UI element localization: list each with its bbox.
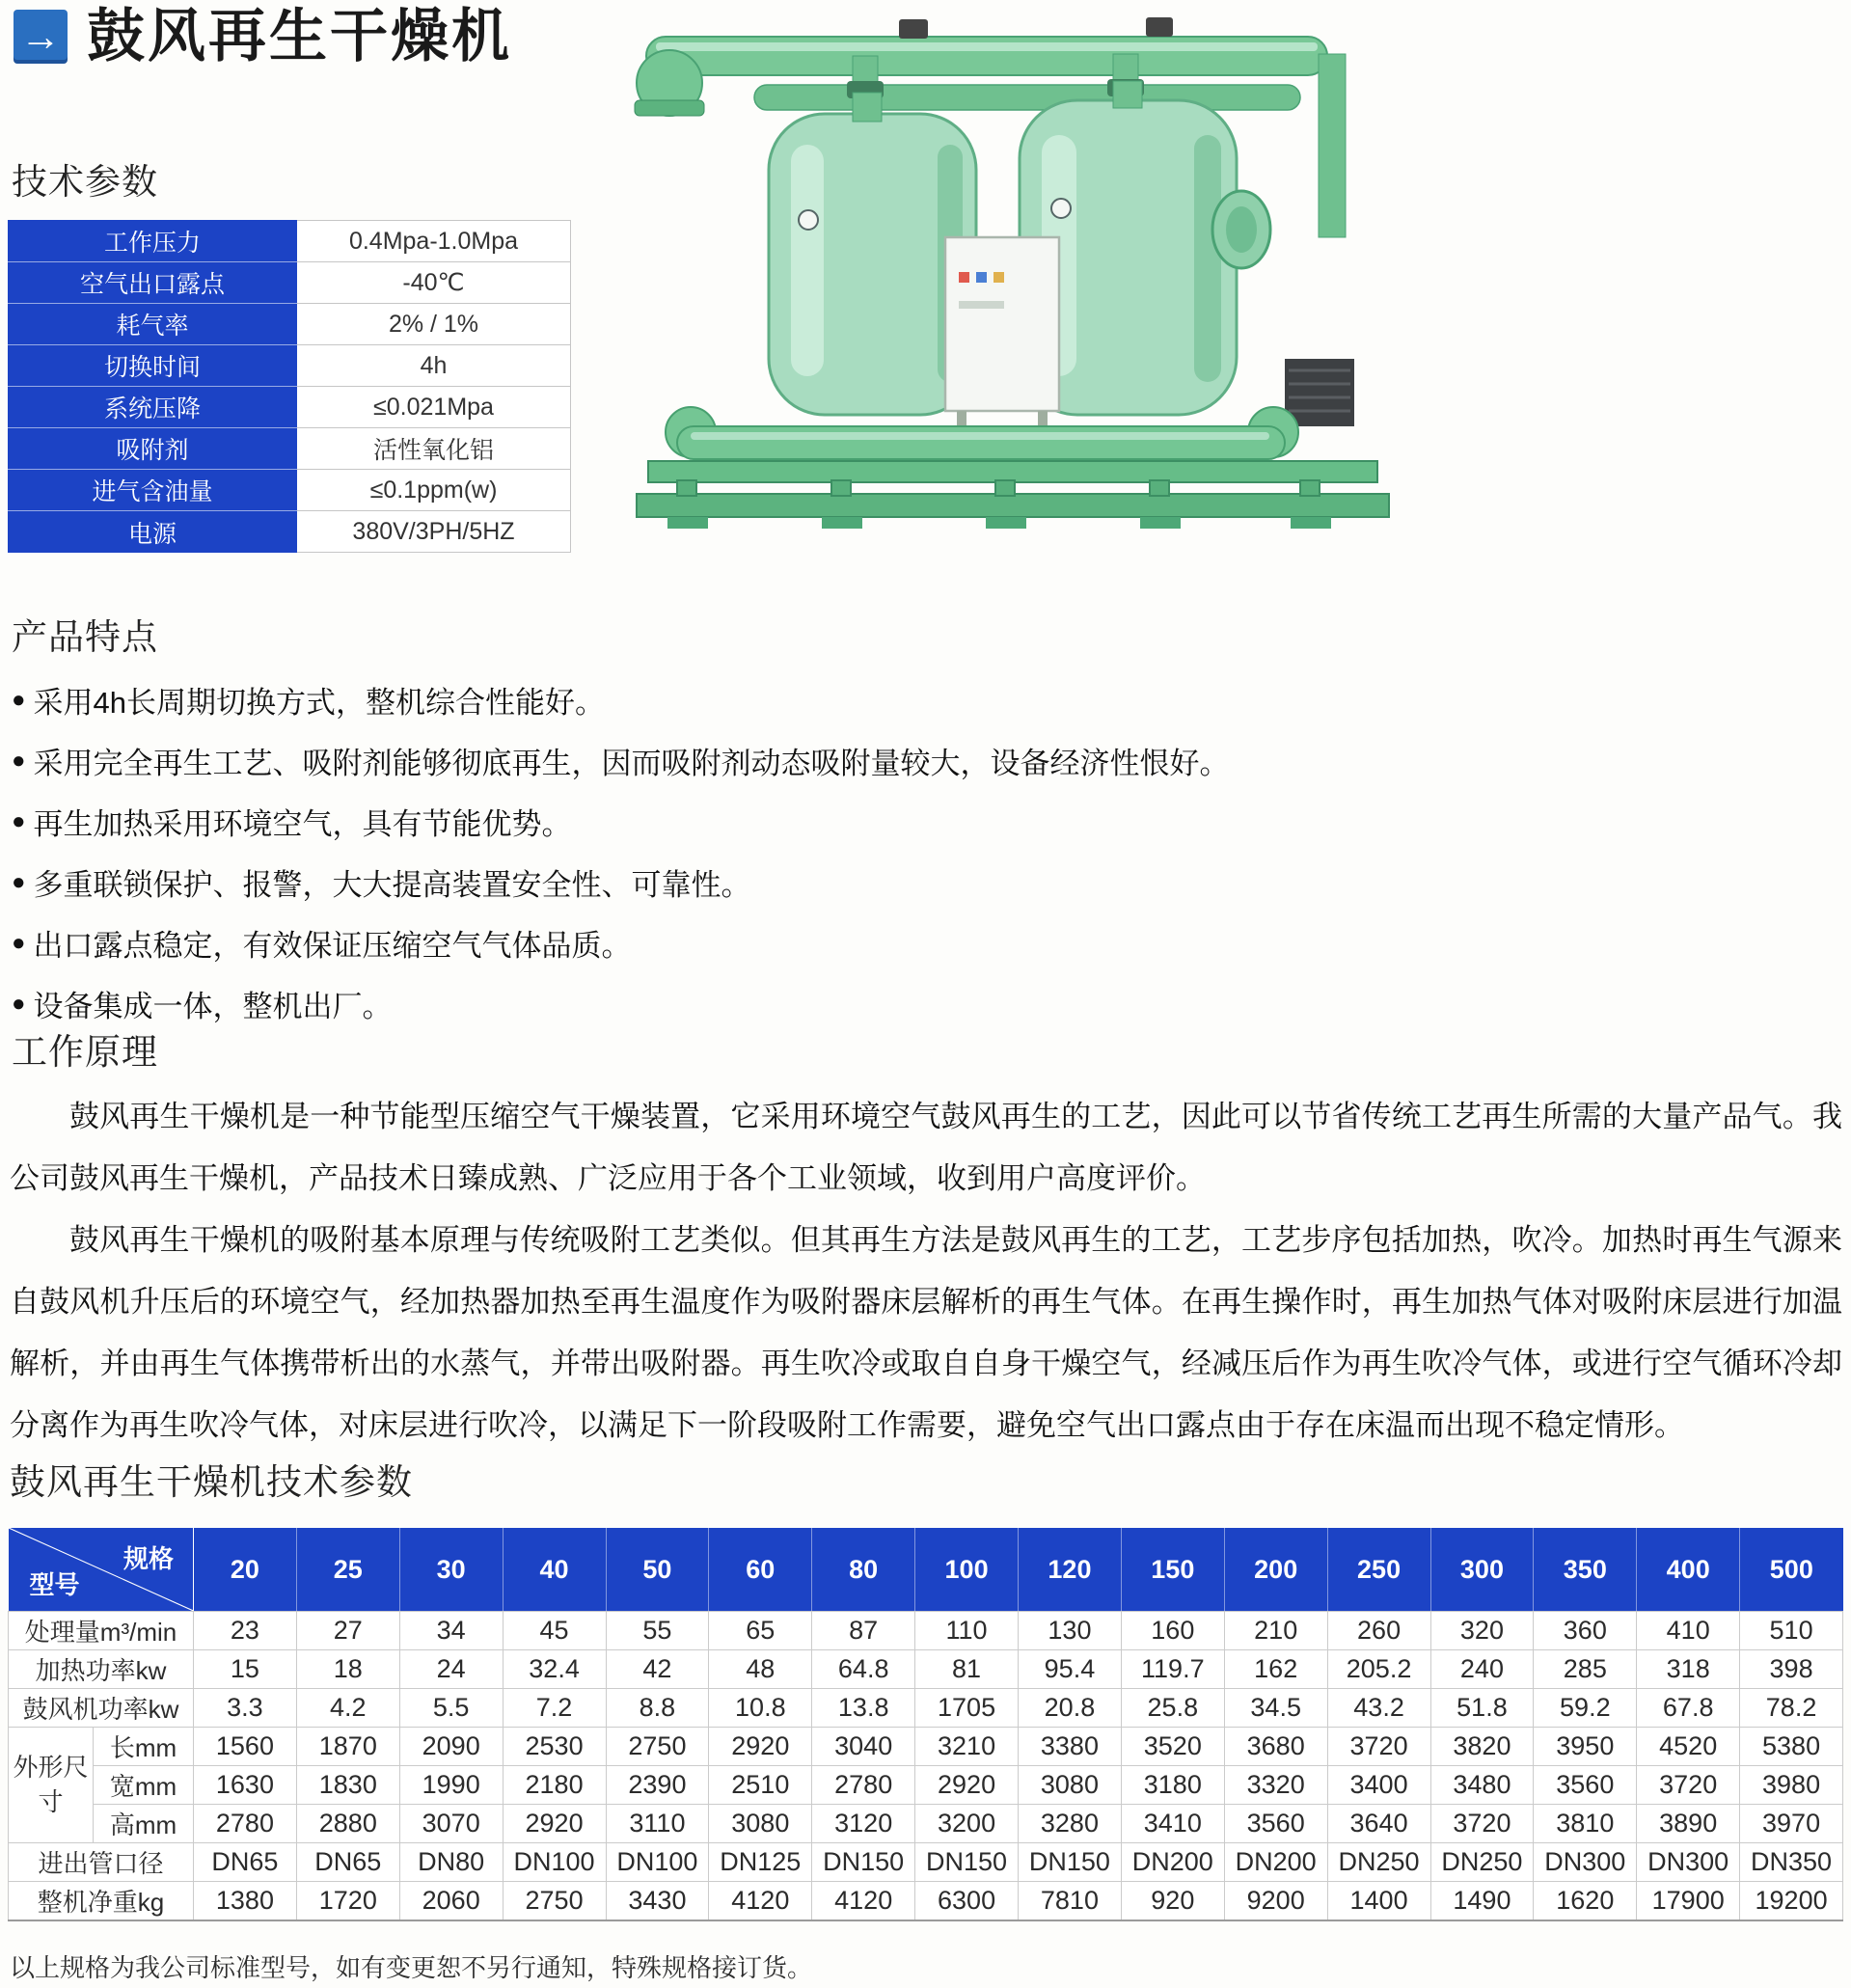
feature-text: 采用完全再生工艺、吸附剂能够彻底再生，因而吸附剂动态吸附量较大，设备经济性恨好。 — [33, 747, 1230, 780]
feature-text: 再生加热采用环境空气，具有节能优势。 — [33, 807, 572, 841]
spec-value-cell: DN200 — [1224, 1843, 1327, 1882]
spec-value-cell: 1990 — [399, 1766, 503, 1805]
tech-param-value: 2% / 1% — [297, 304, 571, 345]
spec-value-cell: 3680 — [1224, 1728, 1327, 1766]
spec-value-cell: 210 — [1224, 1612, 1327, 1650]
page-title: 鼓风再生干燥机 — [87, 4, 512, 68]
spec-value-cell: 20.8 — [1019, 1689, 1122, 1728]
spec-value-cell: 13.8 — [812, 1689, 915, 1728]
title-bar — [14, 4, 512, 68]
feature-item — [12, 791, 1230, 852]
spec-value-cell: DN150 — [915, 1843, 1019, 1882]
row-label: 整机净重kg — [9, 1882, 194, 1921]
spec-value-cell: 3380 — [1019, 1728, 1122, 1766]
tech-param-label: 工作压力 — [8, 220, 297, 262]
spec-value-cell: 3110 — [606, 1805, 709, 1843]
spec-value-cell: 119.7 — [1121, 1650, 1224, 1689]
spec-value-cell: 3210 — [915, 1728, 1019, 1766]
spec-value-cell: 95.4 — [1019, 1650, 1122, 1689]
feature-item — [12, 973, 1230, 1034]
tech-param-label: 进气含油量 — [8, 470, 297, 511]
bullet-icon: ● — [12, 686, 26, 713]
tech-params-table — [8, 220, 571, 553]
spec-value-cell: 51.8 — [1430, 1689, 1534, 1728]
spec-value-cell: 2750 — [606, 1728, 709, 1766]
tech-param-label: 吸附剂 — [8, 428, 297, 470]
spec-value-cell: 3820 — [1430, 1728, 1534, 1766]
spec-value-cell: 23 — [194, 1612, 297, 1650]
spec-value-cell: 3070 — [399, 1805, 503, 1843]
footer-note: 以上规格为我公司标准型号，如有变更恕不另行通知，特殊规格接订货。 — [10, 1953, 813, 1982]
spec-value-cell: 3410 — [1121, 1805, 1224, 1843]
spec-value-cell: 3520 — [1121, 1728, 1224, 1766]
row-label: 处理量m³/min — [9, 1612, 194, 1650]
spec-value-cell: 3400 — [1327, 1766, 1430, 1805]
model-column-header: 25 — [296, 1528, 399, 1612]
spec-value-cell: 3080 — [709, 1805, 812, 1843]
product-photo — [610, 0, 1408, 558]
spec-value-cell: 3810 — [1534, 1805, 1637, 1843]
spec-value-cell: 17900 — [1637, 1882, 1740, 1921]
spec-value-cell: 3890 — [1637, 1805, 1740, 1843]
control-cabinet — [945, 237, 1059, 411]
spec-value-cell: 3720 — [1327, 1728, 1430, 1766]
model-table-head — [9, 1528, 1843, 1612]
spec-value-cell: 32.4 — [503, 1650, 606, 1689]
skid-rail-upper — [648, 461, 1377, 482]
principle-paragraph: 鼓风再生干燥机的吸附基本原理与传统吸附工艺类似。但其再生方法是鼓风再生的工艺，工艺步序包括加热，吹冷。加热时再生气源来自鼓风机升压后的环境空气，经加热器加热至再生温度作为吸附器床层解析的再生气体。在再生操作时，再生加热气体对吸附床层进行加温解析，并由再生气体携带析出的水蒸气，并带出吸附器。再生吹冷或取自自身干燥空气，经减压后作为再生吹冷气体，或进行空气循环冷却分离作为再生吹冷气体，对床层进行吹冷，以满足下一阶段吸附工作需要，避免空气出口露点由于存在床温而出现不稳定情形。 — [10, 1223, 1842, 1442]
spec-value-cell: DN125 — [709, 1843, 812, 1882]
row-label: 加热功率kw — [9, 1650, 194, 1689]
spec-value-cell: 3280 — [1019, 1805, 1122, 1843]
feature-item — [12, 669, 1230, 730]
tech-param-row — [8, 262, 571, 304]
bullet-icon: ● — [12, 868, 26, 895]
spec-value-cell: 78.2 — [1740, 1689, 1843, 1728]
feature-item — [12, 730, 1230, 791]
spec-value-cell: 2090 — [399, 1728, 503, 1766]
spec-value-cell: 4.2 — [296, 1689, 399, 1728]
model-column-header: 120 — [1019, 1528, 1122, 1612]
tank-right-shade — [1194, 135, 1221, 382]
model-table-row — [9, 1689, 1843, 1728]
tech-param-value: 活性氧化铝 — [297, 428, 571, 470]
spec-value-cell: 1705 — [915, 1689, 1019, 1728]
spec-value-cell: 10.8 — [709, 1689, 812, 1728]
spec-value-cell: 2390 — [606, 1766, 709, 1805]
corner-cell — [9, 1528, 194, 1612]
spec-value-cell: 110 — [915, 1612, 1019, 1650]
spec-value-cell: DN150 — [1019, 1843, 1122, 1882]
spec-value-cell: 3980 — [1740, 1766, 1843, 1805]
model-table-row — [9, 1728, 1843, 1766]
spec-value-cell: 3040 — [812, 1728, 915, 1766]
tech-param-label: 系统压降 — [8, 387, 297, 428]
features-list — [12, 669, 1230, 1034]
spec-value-cell: 1630 — [194, 1766, 297, 1805]
spec-value-cell: DN300 — [1637, 1843, 1740, 1882]
model-column-header: 500 — [1740, 1528, 1843, 1612]
spec-value-cell: 34.5 — [1224, 1689, 1327, 1728]
feature-item — [12, 852, 1230, 912]
indicator-yellow — [994, 272, 1004, 283]
model-table-row — [9, 1766, 1843, 1805]
spec-value-cell: DN150 — [812, 1843, 915, 1882]
spec-value-cell: 260 — [1327, 1612, 1430, 1650]
model-table-row — [9, 1843, 1843, 1882]
spec-value-cell: 7810 — [1019, 1882, 1122, 1921]
actuator-icon — [1146, 17, 1173, 37]
tech-param-row — [8, 470, 571, 511]
tech-param-value: -40℃ — [297, 262, 571, 304]
row-group-label: 外形尺寸 — [9, 1728, 94, 1843]
spec-value-cell: 2780 — [194, 1805, 297, 1843]
spec-value-cell: 510 — [1740, 1612, 1843, 1650]
spec-value-cell: 2510 — [709, 1766, 812, 1805]
feature-item — [12, 912, 1230, 973]
model-table-row — [9, 1612, 1843, 1650]
spec-value-cell: 3720 — [1430, 1805, 1534, 1843]
spec-value-cell: 34 — [399, 1612, 503, 1650]
spec-value-cell: 318 — [1637, 1650, 1740, 1689]
tech-param-row — [8, 387, 571, 428]
spec-value-cell: 8.8 — [606, 1689, 709, 1728]
spec-value-cell: 2920 — [915, 1766, 1019, 1805]
tank-right-nozzle — [1113, 81, 1142, 108]
spec-value-cell: DN200 — [1121, 1843, 1224, 1882]
bottom-pipe-highlight — [691, 432, 1269, 440]
gauge-icon — [1051, 199, 1071, 218]
spec-value-cell: 4120 — [709, 1882, 812, 1921]
tech-param-row — [8, 220, 571, 262]
spec-value-cell: 1400 — [1327, 1882, 1430, 1921]
model-column-header: 60 — [709, 1528, 812, 1612]
spec-value-cell: 15 — [194, 1650, 297, 1689]
row-label: 进出管口径 — [9, 1843, 194, 1882]
spec-value-cell: 6300 — [915, 1882, 1019, 1921]
spec-value-cell: 3640 — [1327, 1805, 1430, 1843]
spec-value-cell: 4120 — [812, 1882, 915, 1921]
spec-value-cell: 3180 — [1121, 1766, 1224, 1805]
spec-value-cell: 3720 — [1637, 1766, 1740, 1805]
spec-value-cell: 360 — [1534, 1612, 1637, 1650]
principle-paragraphs — [10, 1086, 1842, 1457]
model-column-header: 250 — [1327, 1528, 1430, 1612]
spec-value-cell: 25.8 — [1121, 1689, 1224, 1728]
spec-value-cell: DN100 — [606, 1843, 709, 1882]
spec-value-cell: 3080 — [1019, 1766, 1122, 1805]
spec-value-cell: DN65 — [194, 1843, 297, 1882]
spec-value-cell: 1620 — [1534, 1882, 1637, 1921]
spec-value-cell: 410 — [1637, 1612, 1740, 1650]
spec-value-cell: 3950 — [1534, 1728, 1637, 1766]
spec-value-cell: 9200 — [1224, 1882, 1327, 1921]
spec-value-cell: 3480 — [1430, 1766, 1534, 1805]
spec-value-cell: 48 — [709, 1650, 812, 1689]
model-table-row — [9, 1650, 1843, 1689]
spec-value-cell: 162 — [1224, 1650, 1327, 1689]
tech-params-body — [8, 220, 571, 553]
spec-value-cell: 42 — [606, 1650, 709, 1689]
side-flange-inner — [1226, 206, 1257, 253]
bottom-pipe — [677, 426, 1285, 459]
dryer-machine-illustration — [610, 0, 1408, 558]
model-column-header: 20 — [194, 1528, 297, 1612]
bullet-icon: ● — [12, 747, 26, 774]
feature-text: 多重联锁保护、报警，大大提高装置安全性、可靠性。 — [33, 868, 751, 902]
tank-left-highlight — [791, 145, 824, 376]
row-label: 鼓风机功率kw — [9, 1689, 194, 1728]
spec-value-cell: 2780 — [812, 1766, 915, 1805]
feature-text: 出口露点稳定，有效保证压缩空气气体品质。 — [33, 929, 632, 963]
top-pipe-highlight — [656, 42, 1318, 51]
spec-value-cell: 3200 — [915, 1805, 1019, 1843]
spec-value-cell: 24 — [399, 1650, 503, 1689]
tech-param-value: 380V/3PH/5HZ — [297, 511, 571, 553]
model-column-header: 40 — [503, 1528, 606, 1612]
tech-param-label: 电源 — [8, 511, 297, 553]
model-column-header: 30 — [399, 1528, 503, 1612]
tech-param-row — [8, 428, 571, 470]
corner-label-spec: 规格 — [122, 1544, 174, 1573]
spec-value-cell: 2060 — [399, 1882, 503, 1921]
row-label: 长mm — [94, 1728, 194, 1766]
model-table — [8, 1528, 1843, 1921]
spec-value-cell: DN250 — [1430, 1843, 1534, 1882]
cabinet-slot — [959, 301, 1004, 309]
tech-param-value: 4h — [297, 345, 571, 387]
spec-value-cell: 5.5 — [399, 1689, 503, 1728]
spec-value-cell: 2530 — [503, 1728, 606, 1766]
arrow-icon: → — [14, 10, 68, 64]
model-column-header: 80 — [812, 1528, 915, 1612]
feature-text: 采用4h长周期切换方式，整机综合性能好。 — [33, 686, 605, 720]
spec-value-cell: 4520 — [1637, 1728, 1740, 1766]
spec-value-cell: 55 — [606, 1612, 709, 1650]
row-label: 高mm — [94, 1805, 194, 1843]
spec-value-cell: 2880 — [296, 1805, 399, 1843]
tech-param-value: 0.4Mpa-1.0Mpa — [297, 220, 571, 262]
spec-value-cell: 2920 — [503, 1805, 606, 1843]
tech-param-row — [8, 345, 571, 387]
tank-left-nozzle — [853, 93, 882, 122]
model-column-header: 50 — [606, 1528, 709, 1612]
spec-value-cell: 19200 — [1740, 1882, 1843, 1921]
spec-value-cell: 5380 — [1740, 1728, 1843, 1766]
spec-value-cell: 1720 — [296, 1882, 399, 1921]
spec-value-cell: 160 — [1121, 1612, 1224, 1650]
indicator-red — [959, 272, 969, 283]
spec-value-cell: 1560 — [194, 1728, 297, 1766]
bullet-icon: ● — [12, 807, 26, 834]
corner-label-model: 型号 — [29, 1570, 80, 1599]
spec-value-cell: 2920 — [709, 1728, 812, 1766]
model-column-header: 200 — [1224, 1528, 1327, 1612]
spec-value-cell: DN65 — [296, 1843, 399, 1882]
actuator-icon — [899, 19, 928, 39]
spec-value-cell: 1870 — [296, 1728, 399, 1766]
spec-value-cell: 3430 — [606, 1882, 709, 1921]
model-table-heading: 鼓风再生干燥机技术参数 — [10, 1462, 413, 1502]
spec-value-cell: DN250 — [1327, 1843, 1430, 1882]
principle-heading: 工作原理 — [12, 1032, 158, 1072]
spec-value-cell: 3.3 — [194, 1689, 297, 1728]
tech-param-value: ≤0.021Mpa — [297, 387, 571, 428]
spec-value-cell: 320 — [1430, 1612, 1534, 1650]
feature-text: 设备集成一体，整机出厂。 — [33, 990, 393, 1023]
bullet-icon: ● — [12, 990, 26, 1017]
gauge-icon — [799, 210, 818, 230]
bullet-icon: ● — [12, 929, 26, 956]
spec-value-cell: 7.2 — [503, 1689, 606, 1728]
spec-value-cell: 81 — [915, 1650, 1019, 1689]
spec-value-cell: 64.8 — [812, 1650, 915, 1689]
tech-param-row — [8, 511, 571, 553]
spec-value-cell: DN80 — [399, 1843, 503, 1882]
model-column-header: 350 — [1534, 1528, 1637, 1612]
spec-value-cell: 3320 — [1224, 1766, 1327, 1805]
tech-param-label: 耗气率 — [8, 304, 297, 345]
model-table-header-row — [9, 1528, 1843, 1612]
right-downpipe — [1319, 54, 1346, 237]
model-column-header: 100 — [915, 1528, 1019, 1612]
spec-value-cell: 45 — [503, 1612, 606, 1650]
spec-value-cell: 1830 — [296, 1766, 399, 1805]
indicator-blue — [976, 272, 987, 283]
spec-value-cell: 3560 — [1224, 1805, 1327, 1843]
spec-value-cell: 2180 — [503, 1766, 606, 1805]
spec-value-cell: 285 — [1534, 1650, 1637, 1689]
model-column-header: 150 — [1121, 1528, 1224, 1612]
spec-value-cell: 59.2 — [1534, 1689, 1637, 1728]
model-column-header: 300 — [1430, 1528, 1534, 1612]
row-label: 宽mm — [94, 1766, 194, 1805]
spec-value-cell: 130 — [1019, 1612, 1122, 1650]
model-column-header: 400 — [1637, 1528, 1740, 1612]
spec-value-cell: 87 — [812, 1612, 915, 1650]
model-table-row — [9, 1805, 1843, 1843]
spec-value-cell: 1380 — [194, 1882, 297, 1921]
spec-value-cell: 67.8 — [1637, 1689, 1740, 1728]
tech-param-value: ≤0.1ppm(w) — [297, 470, 571, 511]
spec-value-cell: 398 — [1740, 1650, 1843, 1689]
spec-value-cell: 2750 — [503, 1882, 606, 1921]
spec-value-cell: 43.2 — [1327, 1689, 1430, 1728]
spec-value-cell: DN100 — [503, 1843, 606, 1882]
features-heading: 产品特点 — [12, 617, 158, 657]
model-table-body — [9, 1612, 1843, 1921]
spec-value-cell: DN300 — [1534, 1843, 1637, 1882]
spec-value-cell: 3560 — [1534, 1766, 1637, 1805]
tech-param-row — [8, 304, 571, 345]
spec-value-cell: 3970 — [1740, 1805, 1843, 1843]
tech-param-label: 空气出口露点 — [8, 262, 297, 304]
skid-feet — [667, 517, 1331, 529]
principle-paragraph: 鼓风再生干燥机是一种节能型压缩空气干燥装置，它采用环境空气鼓风再生的工艺，因此可以节省传统工艺再生所需的大量产品气。我公司鼓风再生干燥机，产品技术日臻成熟、广泛应用于各个工业领域，收到用户高度评价。 — [10, 1100, 1842, 1195]
spec-value-cell: 3120 — [812, 1805, 915, 1843]
spec-value-cell: 18 — [296, 1650, 399, 1689]
spec-value-cell: DN350 — [1740, 1843, 1843, 1882]
tech-params-heading: 技术参数 — [12, 162, 158, 202]
spec-value-cell: 1490 — [1430, 1882, 1534, 1921]
spec-value-cell: 65 — [709, 1612, 812, 1650]
secondary-pipe — [754, 85, 1300, 110]
spec-value-cell: 27 — [296, 1612, 399, 1650]
left-flange — [635, 100, 704, 116]
tech-param-label: 切换时间 — [8, 345, 297, 387]
spec-value-cell: 920 — [1121, 1882, 1224, 1921]
spec-value-cell: 205.2 — [1327, 1650, 1430, 1689]
model-table-row — [9, 1882, 1843, 1921]
spec-value-cell: 240 — [1430, 1650, 1534, 1689]
skid-rail-lower — [637, 494, 1389, 517]
